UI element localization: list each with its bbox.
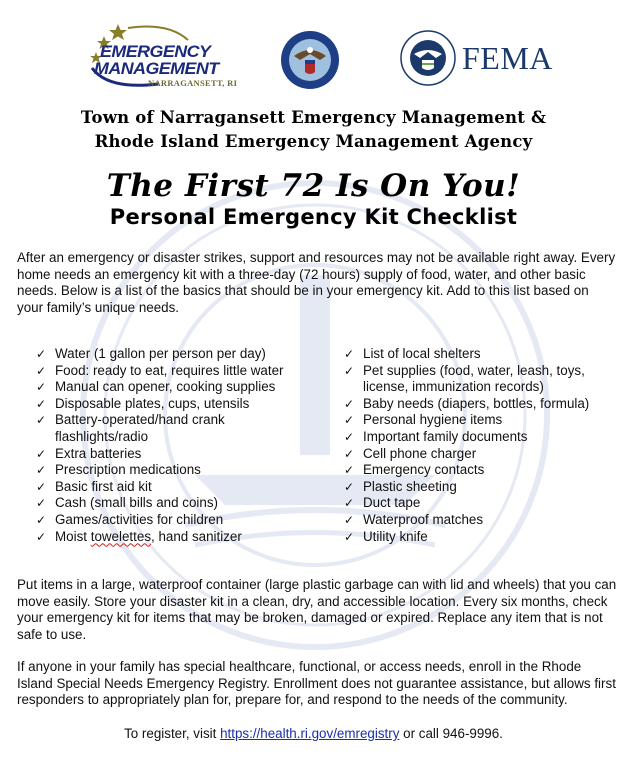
- intro-paragraph: After an emergency or disaster strikes, support and resources may not be available right away. Every home needs an emergency kit with a three-day (72 hours) supply of food, water, and other basic needs. Below is a list of the basics that should be in your emergency kit. Add to this list based on your family’s unique needs.: [17, 250, 616, 315]
- page-title: The First 72 Is On You!: [106, 168, 521, 204]
- checkmark-icon: ✓: [344, 463, 355, 478]
- ri-ema-seal-icon: [280, 30, 340, 90]
- checkmark-icon: ✓: [344, 512, 355, 527]
- checklist-item: ✓ Cell phone charger: [344, 445, 477, 461]
- checklist-item: ✓ Baby needs (diapers, bottles, formula): [344, 395, 590, 411]
- checkmark-icon: ✓: [344, 496, 355, 511]
- checkmark-icon: ✓: [344, 446, 355, 461]
- checklist-item: ✓ Extra batteries: [36, 445, 142, 461]
- checkmark-icon: ✓: [344, 479, 355, 494]
- checklist-item: ✓ Battery-operated/hand crank flashlights/radio: [36, 412, 225, 444]
- em-logo-line3: NARRAGANSETT, RI: [148, 78, 238, 88]
- checkmark-icon: ✓: [344, 396, 355, 411]
- em-logo-line2: MANAGEMENT: [94, 59, 219, 78]
- checkmark-icon: ✓: [344, 347, 355, 361]
- checklist-item: ✓ Water (1 gallon per person per day): [36, 346, 266, 361]
- checklist-item: ✓ Prescription medications: [36, 462, 201, 478]
- checkmark-icon: ✓: [36, 463, 47, 478]
- misspelled-word: towelettes: [90, 528, 152, 544]
- checkmark-icon: ✓: [344, 363, 355, 378]
- checklist-item: ✓ List of local shelters: [344, 346, 481, 361]
- registry-paragraph: If anyone in your family has special healthcare, functional, or access needs, enroll in the Rhode Island Special Needs Emergency Registry. Enrollment does not guarantee assistance, but allows first responders to appropriately plan for, prepare for, and respond to the needs of the community.: [17, 659, 616, 707]
- checklist-item: ✓ Plastic sheeting: [344, 478, 457, 494]
- checkmark-icon: ✓: [36, 396, 47, 411]
- register-prefix: To register, visit: [124, 726, 221, 741]
- checklist-item: ✓ Basic first aid kit: [36, 478, 152, 494]
- checkmark-icon: ✓: [344, 429, 355, 444]
- checklist-item: ✓ Cash (small bills and coins): [36, 495, 218, 511]
- checkmark-icon: ✓: [344, 529, 355, 544]
- organization-title: [0, 106, 627, 154]
- checklist-item: ✓ Duct tape: [344, 495, 421, 511]
- checklist-item: ✓ Personal hygiene items: [344, 412, 503, 428]
- checklist-item: ✓ Disposable plates, cups, utensils: [36, 395, 250, 411]
- checkmark-icon: ✓: [36, 529, 47, 544]
- checklist-item: ✓ Moist towelettes, hand sanitizer: [36, 528, 242, 544]
- checkmark-icon: ✓: [36, 479, 47, 494]
- checkmark-icon: ✓: [36, 496, 47, 511]
- register-line: [0, 726, 627, 741]
- register-suffix: or call 946-9996.: [399, 726, 503, 741]
- storage-paragraph: Put items in a large, waterproof container (large plastic garbage can with lid and wheels) that you can move easily. Store your disaster kit in a clean, dry, and accessible location. Every six months, check your emergency kit for items that may be broken, damaged or expired. Replace any item that is not safe to use.: [17, 577, 617, 642]
- registry-link[interactable]: https://health.ri.gov/emregistry: [220, 726, 400, 741]
- logo-bar: [0, 22, 627, 94]
- checkmark-icon: ✓: [36, 512, 47, 527]
- checkmark-icon: ✓: [36, 446, 47, 461]
- checklist-item: ✓ Manual can opener, cooking supplies: [36, 379, 276, 395]
- checklist-item: ✓ Pet supplies (food, water, leash, toys, license, immunization records): [344, 362, 585, 395]
- org-title-line1: Town of Narragansett Emergency Management &: [80, 108, 547, 127]
- emergency-management-logo: [88, 22, 248, 94]
- checkmark-icon: ✓: [36, 413, 47, 428]
- fema-logo-text: FEMA: [462, 40, 553, 76]
- checklist-item: ✓ Emergency contacts: [344, 462, 485, 478]
- dhs-seal-icon: [400, 30, 456, 86]
- checklist-item: ✓ Waterproof matches: [344, 511, 484, 527]
- checklist-item: ✓ Food: ready to eat, requires little water: [36, 362, 284, 378]
- em-logo-line1: EMERGENCY: [100, 42, 211, 61]
- checkmark-icon: ✓: [36, 380, 47, 395]
- checklist-right: [344, 346, 624, 545]
- checklist-item: ✓ Utility knife: [344, 528, 428, 544]
- checklist-item: ✓ Important family documents: [344, 428, 528, 444]
- checkmark-icon: ✓: [36, 347, 47, 361]
- page-subtitle: Personal Emergency Kit Checklist: [109, 205, 518, 229]
- checklist-left: [36, 346, 336, 545]
- checkmark-icon: ✓: [344, 413, 355, 428]
- org-title-line2: Rhode Island Emergency Management Agency: [94, 132, 533, 151]
- checkmark-icon: ✓: [36, 363, 47, 378]
- checklist-item: ✓ Games/activities for children: [36, 511, 224, 527]
